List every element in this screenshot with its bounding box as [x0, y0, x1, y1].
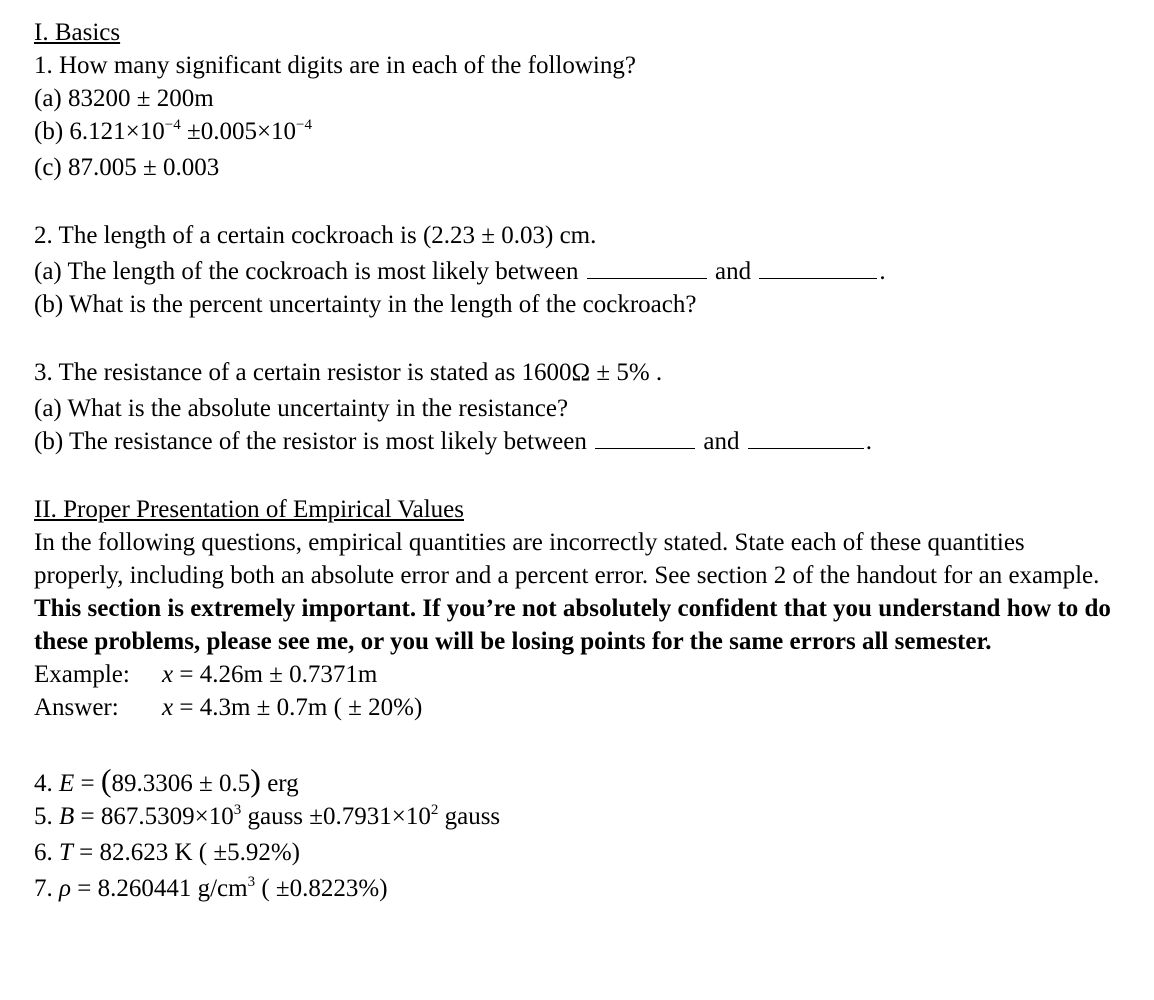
q5-number: 5. — [34, 803, 59, 830]
q3-b-blank-upper[interactable] — [748, 426, 864, 449]
q3-b-period: . — [865, 428, 872, 455]
answer-value: = 4.3m ± 0.7m ( ± 20%) — [173, 694, 423, 721]
q2-part-b: (b) What is the percent uncertainty in the length of the cockroach? — [34, 291, 697, 318]
q2-a-period: . — [879, 258, 886, 285]
q3-part-a: (a) What is the absolute uncertainty in the resistance? — [34, 395, 569, 422]
q2-a-blank-upper[interactable] — [759, 256, 877, 279]
q4-value: 89.3306 ± 0.5 — [111, 770, 251, 797]
q5-value: = 867.5309×10 — [74, 803, 234, 830]
q1-b-exponent-1: −4 — [164, 117, 181, 133]
q1-b-exponent-2: −4 — [296, 117, 313, 133]
q3-b-blank-lower[interactable] — [595, 426, 695, 449]
q5-unit: gauss — [438, 803, 501, 830]
answer-label: Answer: — [34, 694, 119, 721]
q3-part-b — [34, 425, 1134, 458]
section-2-heading: II. Proper Presentation of Empirical Values — [34, 496, 464, 523]
q2-a-text: (a) The length of the cockroach is most likely between — [34, 258, 579, 285]
q6-value: = 82.623 K ( ±5.92%) — [72, 839, 301, 866]
q2-prompt: 2. The length of a certain cockroach is (2.23 ± 0.03) cm. — [34, 222, 597, 249]
example-value: = 4.26m ± 0.7371m — [173, 661, 378, 688]
q1-prompt: 1. How many significant digits are in each of the following? — [34, 52, 636, 79]
q4-left-paren: ( — [100, 762, 112, 798]
q4-variable: E — [59, 770, 75, 797]
instructions-text: In the following questions, empirical quantities are incorrectly stated. State each of these quantities properly, including both an absolute error and a percent error. See section 2 of the handout for an example. — [34, 529, 1100, 589]
answer-line — [34, 691, 1134, 724]
q7-exponent: 3 — [247, 874, 256, 890]
q3-b-text: (b) The resistance of the resistor is most likely between — [34, 428, 587, 455]
section-1-heading: I. Basics — [34, 19, 121, 46]
q1-part-b — [34, 115, 1134, 151]
q3-prompt: 3. The resistance of a certain resistor is stated as 1600Ω ± 5% . — [34, 359, 663, 386]
section-2-instructions — [34, 526, 1119, 658]
q5-exponent-2: 2 — [430, 802, 439, 818]
q1-part-a: (a) 83200 ± 200m — [34, 85, 214, 112]
answer-variable: x — [162, 694, 174, 721]
q4-right-paren: ) — [250, 762, 261, 798]
q7-number: 7. — [34, 875, 59, 902]
q5-variable: B — [59, 803, 75, 830]
worksheet — [34, 16, 1134, 908]
q1-b-middle: ±0.005×10 — [180, 118, 297, 145]
q2-a-blank-lower[interactable] — [587, 256, 707, 279]
q1-b-base: (b) 6.121×10 — [34, 118, 165, 145]
q5 — [34, 800, 1134, 836]
q5-middle: gauss ±0.7931×10 — [241, 803, 431, 830]
instructions-warning: This section is extremely important. If you’re not absolutely confident that you understand how to do these problems, please see me, or you will be losing points for the same errors all semester. — [34, 595, 1111, 655]
q4-number: 4. — [34, 770, 59, 797]
q7-percent: ( ±0.8223%) — [255, 875, 388, 902]
q6 — [34, 836, 1134, 872]
q4 — [34, 764, 1134, 800]
q2-part-a — [34, 255, 1134, 288]
q2-a-and: and — [715, 258, 752, 285]
q1-part-c: (c) 87.005 ± 0.003 — [34, 154, 220, 181]
example-variable: x — [162, 661, 174, 688]
example-line — [34, 658, 1134, 691]
example-label: Example: — [34, 661, 130, 688]
q4-unit: erg — [260, 770, 299, 797]
q7-variable: ρ — [59, 875, 71, 902]
q5-exponent-1: 3 — [233, 802, 242, 818]
q6-number: 6. — [34, 839, 59, 866]
q3-b-and: and — [703, 428, 740, 455]
q4-equals: = — [74, 770, 101, 797]
q6-variable: T — [59, 839, 73, 866]
q7-value: = 8.260441 g/cm — [71, 875, 248, 902]
q7 — [34, 872, 1134, 908]
